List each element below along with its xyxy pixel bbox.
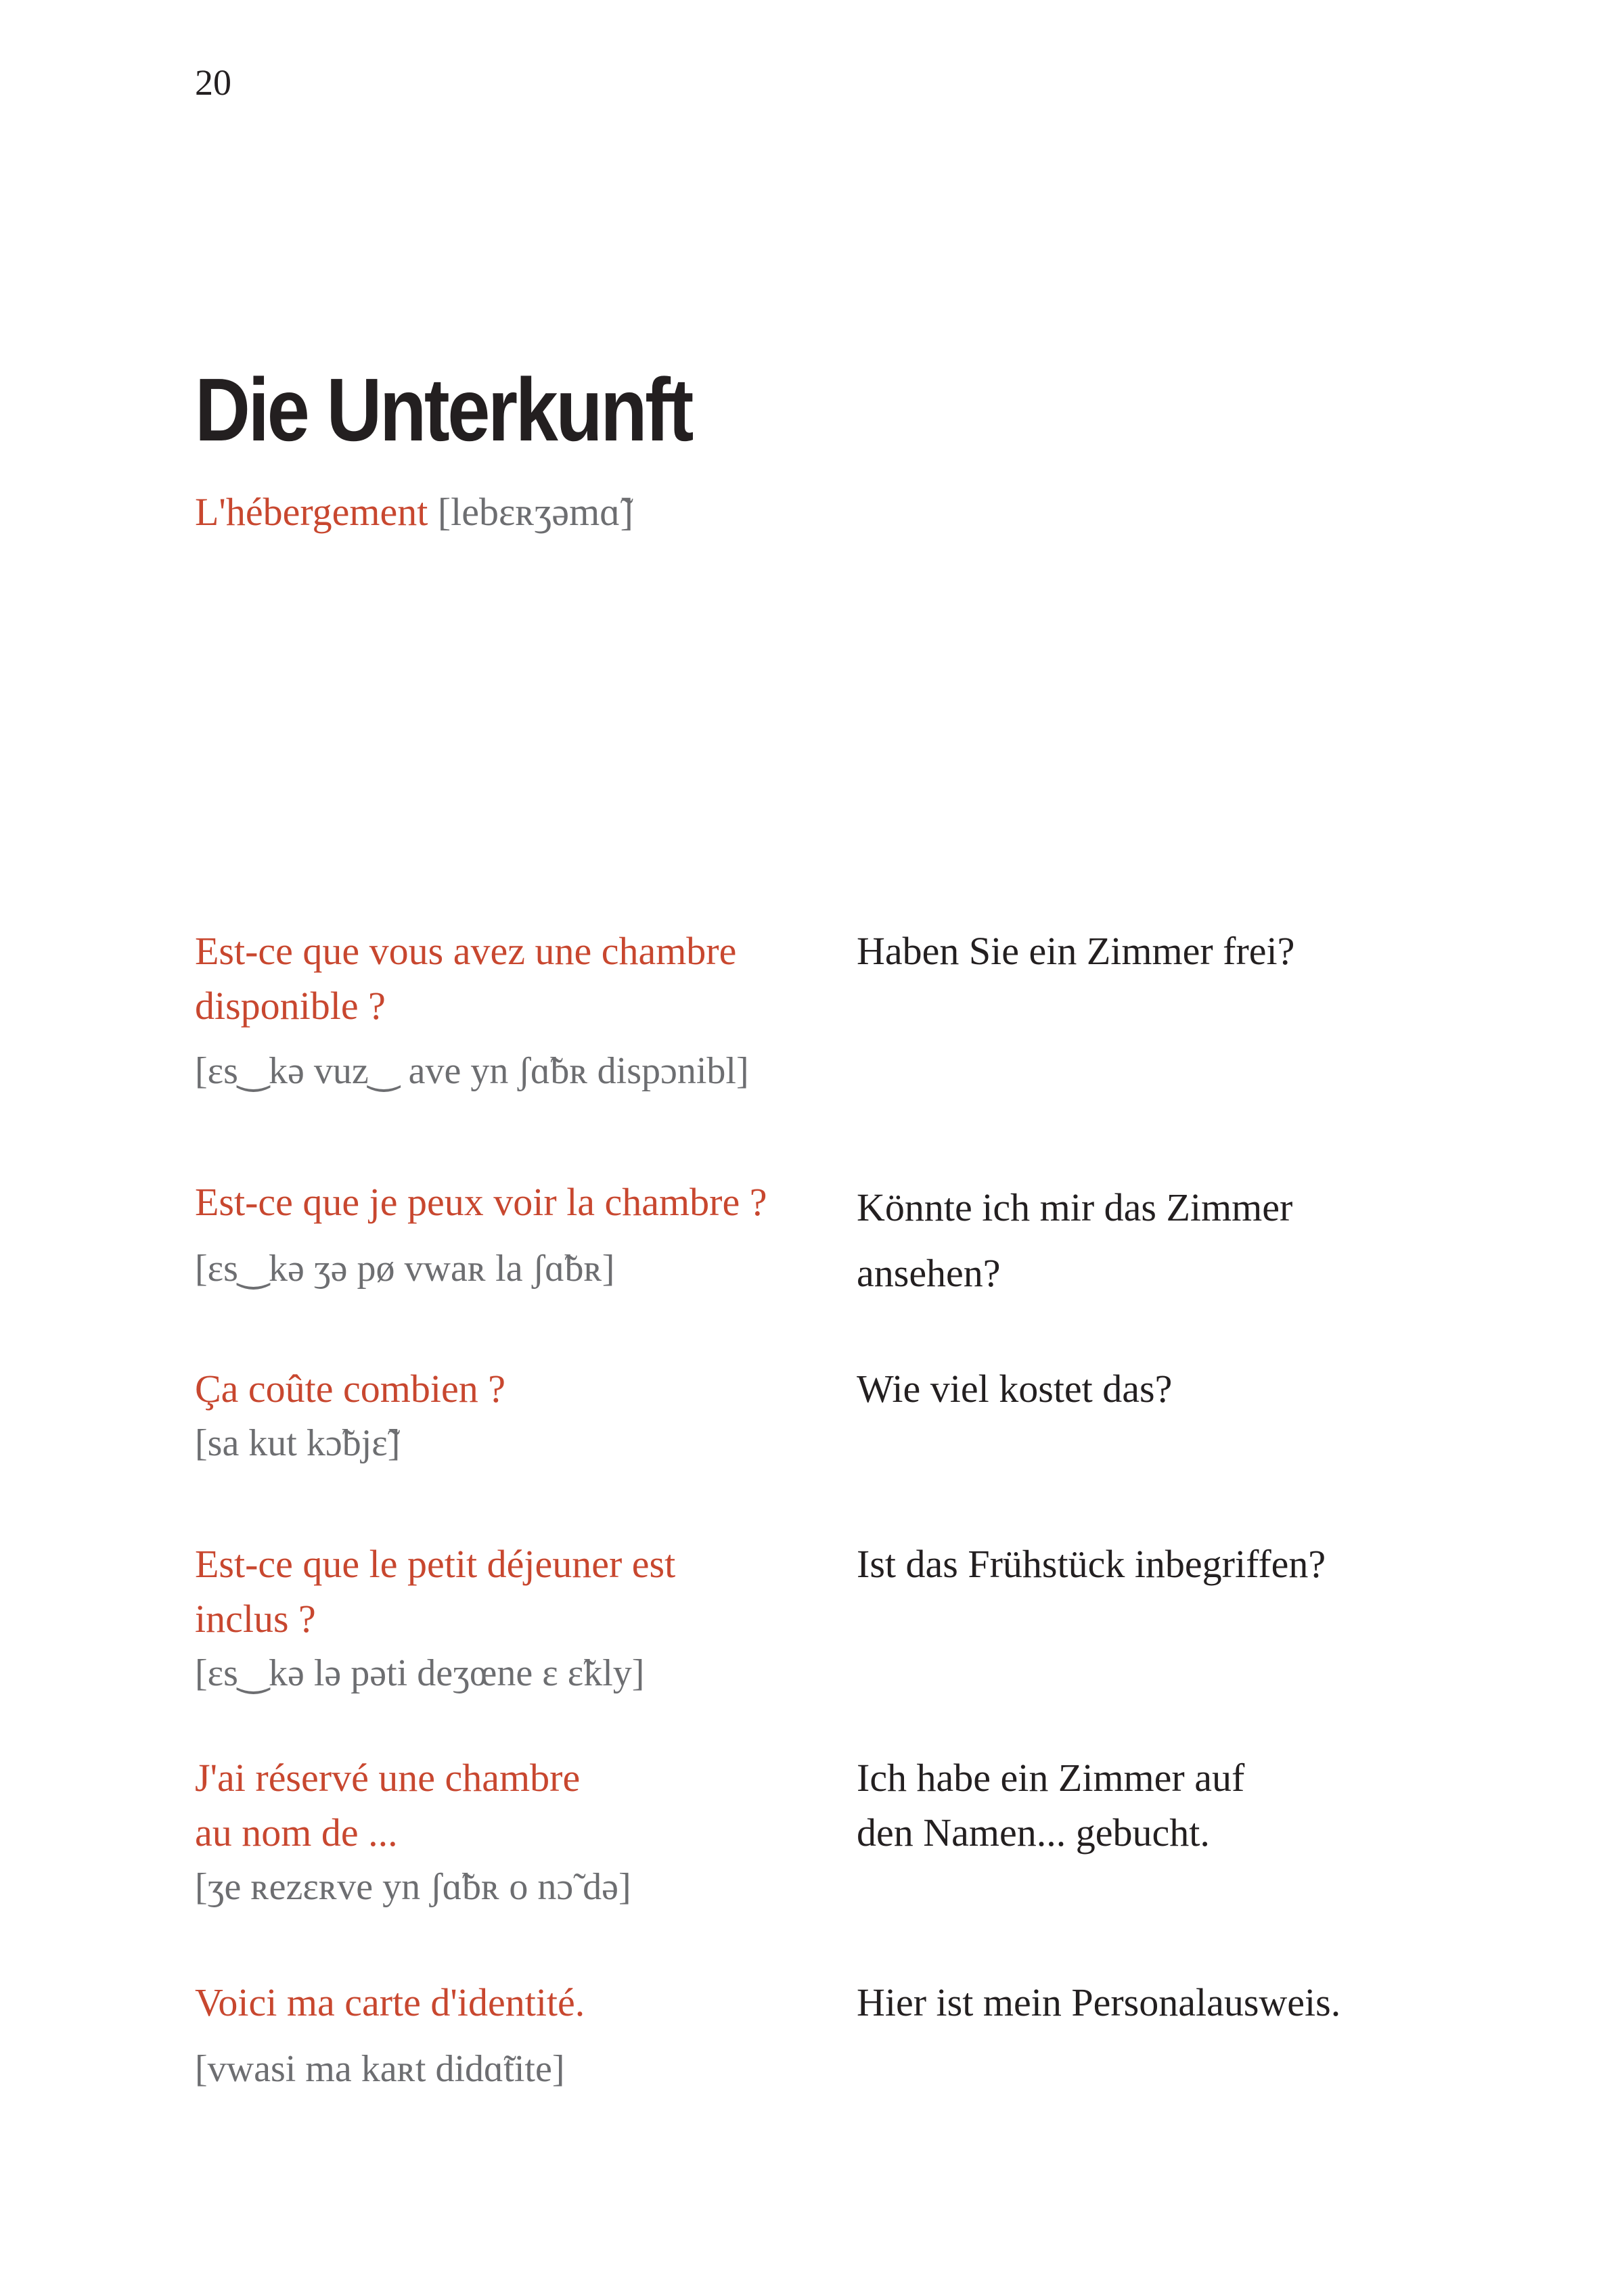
german-column (857, 1975, 1466, 2030)
french-column (195, 1537, 831, 1701)
chapter-subtitle (195, 488, 633, 536)
german-translation-line: Ist das Frühstück inbegriffen? (857, 1542, 1326, 1586)
german-column (857, 1175, 1466, 1306)
german-translation-line: Könnte ich mir das Zimmer (857, 1185, 1293, 1229)
pronunciation: [vwasi ma kaʀt didɑ̃tite] (195, 2048, 565, 2090)
french-phrase-line: Voici ma carte d'identité. (195, 1980, 585, 2024)
french-phrase-line: J'ai réservé une chambre (195, 1756, 581, 1800)
german-column (857, 1537, 1466, 1591)
pronunciation: [ɛs‿kə vuz‿ ave yn ʃɑ̃bʀ dispɔnibl] (195, 1050, 749, 1092)
page-number: 20 (195, 62, 231, 103)
german-translation-line: den Namen... gebucht. (857, 1811, 1210, 1855)
pronunciation: [ʒe ʀezɛʀve yn ʃɑ̃bʀ o nɔ̃ də] (195, 1866, 631, 1908)
pronunciation: [ɛs‿kə lə pəti deʒœne ɛ ɛ̃kly] (195, 1652, 645, 1694)
german-column (857, 1361, 1466, 1416)
french-phrase-line: Est-ce que je peux voir la chambre ? (195, 1180, 767, 1224)
french-phrase-line: au nom de ... (195, 1811, 398, 1855)
french-column (195, 1361, 831, 1471)
german-translation-line: Wie viel kostet das? (857, 1367, 1173, 1411)
german-column (857, 1750, 1466, 1860)
chapter-subtitle-french: L'hébergement (195, 490, 428, 534)
french-phrase-line: Est-ce que le petit déjeuner est (195, 1542, 676, 1586)
pronunciation: [ɛs‿kə ʒə pø vwaʀ la ʃɑ̃bʀ] (195, 1248, 615, 1290)
french-phrase-line: Est-ce que vous avez une chambre (195, 929, 737, 973)
french-column (195, 924, 831, 1099)
french-phrase-line: inclus ? (195, 1597, 316, 1641)
chapter-subtitle-pronunciation: [lebɛʀʒəmɑ̃] (437, 490, 633, 534)
german-translation-line: Ich habe ein Zimmer auf (857, 1756, 1245, 1800)
french-phrase-line: Ça coûte combien ? (195, 1367, 505, 1411)
french-column (195, 1975, 831, 2097)
german-translation-line: Haben Sie ein Zimmer frei? (857, 929, 1295, 973)
pronunciation: [sa kut kɔ̃bjɛ̃] (195, 1422, 401, 1464)
chapter-title: Die Unterkunft (195, 360, 692, 459)
german-column (857, 924, 1466, 978)
german-translation-line: ansehen? (857, 1251, 1001, 1295)
french-column (195, 1175, 831, 1296)
french-column (195, 1750, 831, 1915)
french-phrase-line: disponible ? (195, 984, 386, 1028)
german-translation-line: Hier ist mein Personalausweis. (857, 1980, 1341, 2024)
